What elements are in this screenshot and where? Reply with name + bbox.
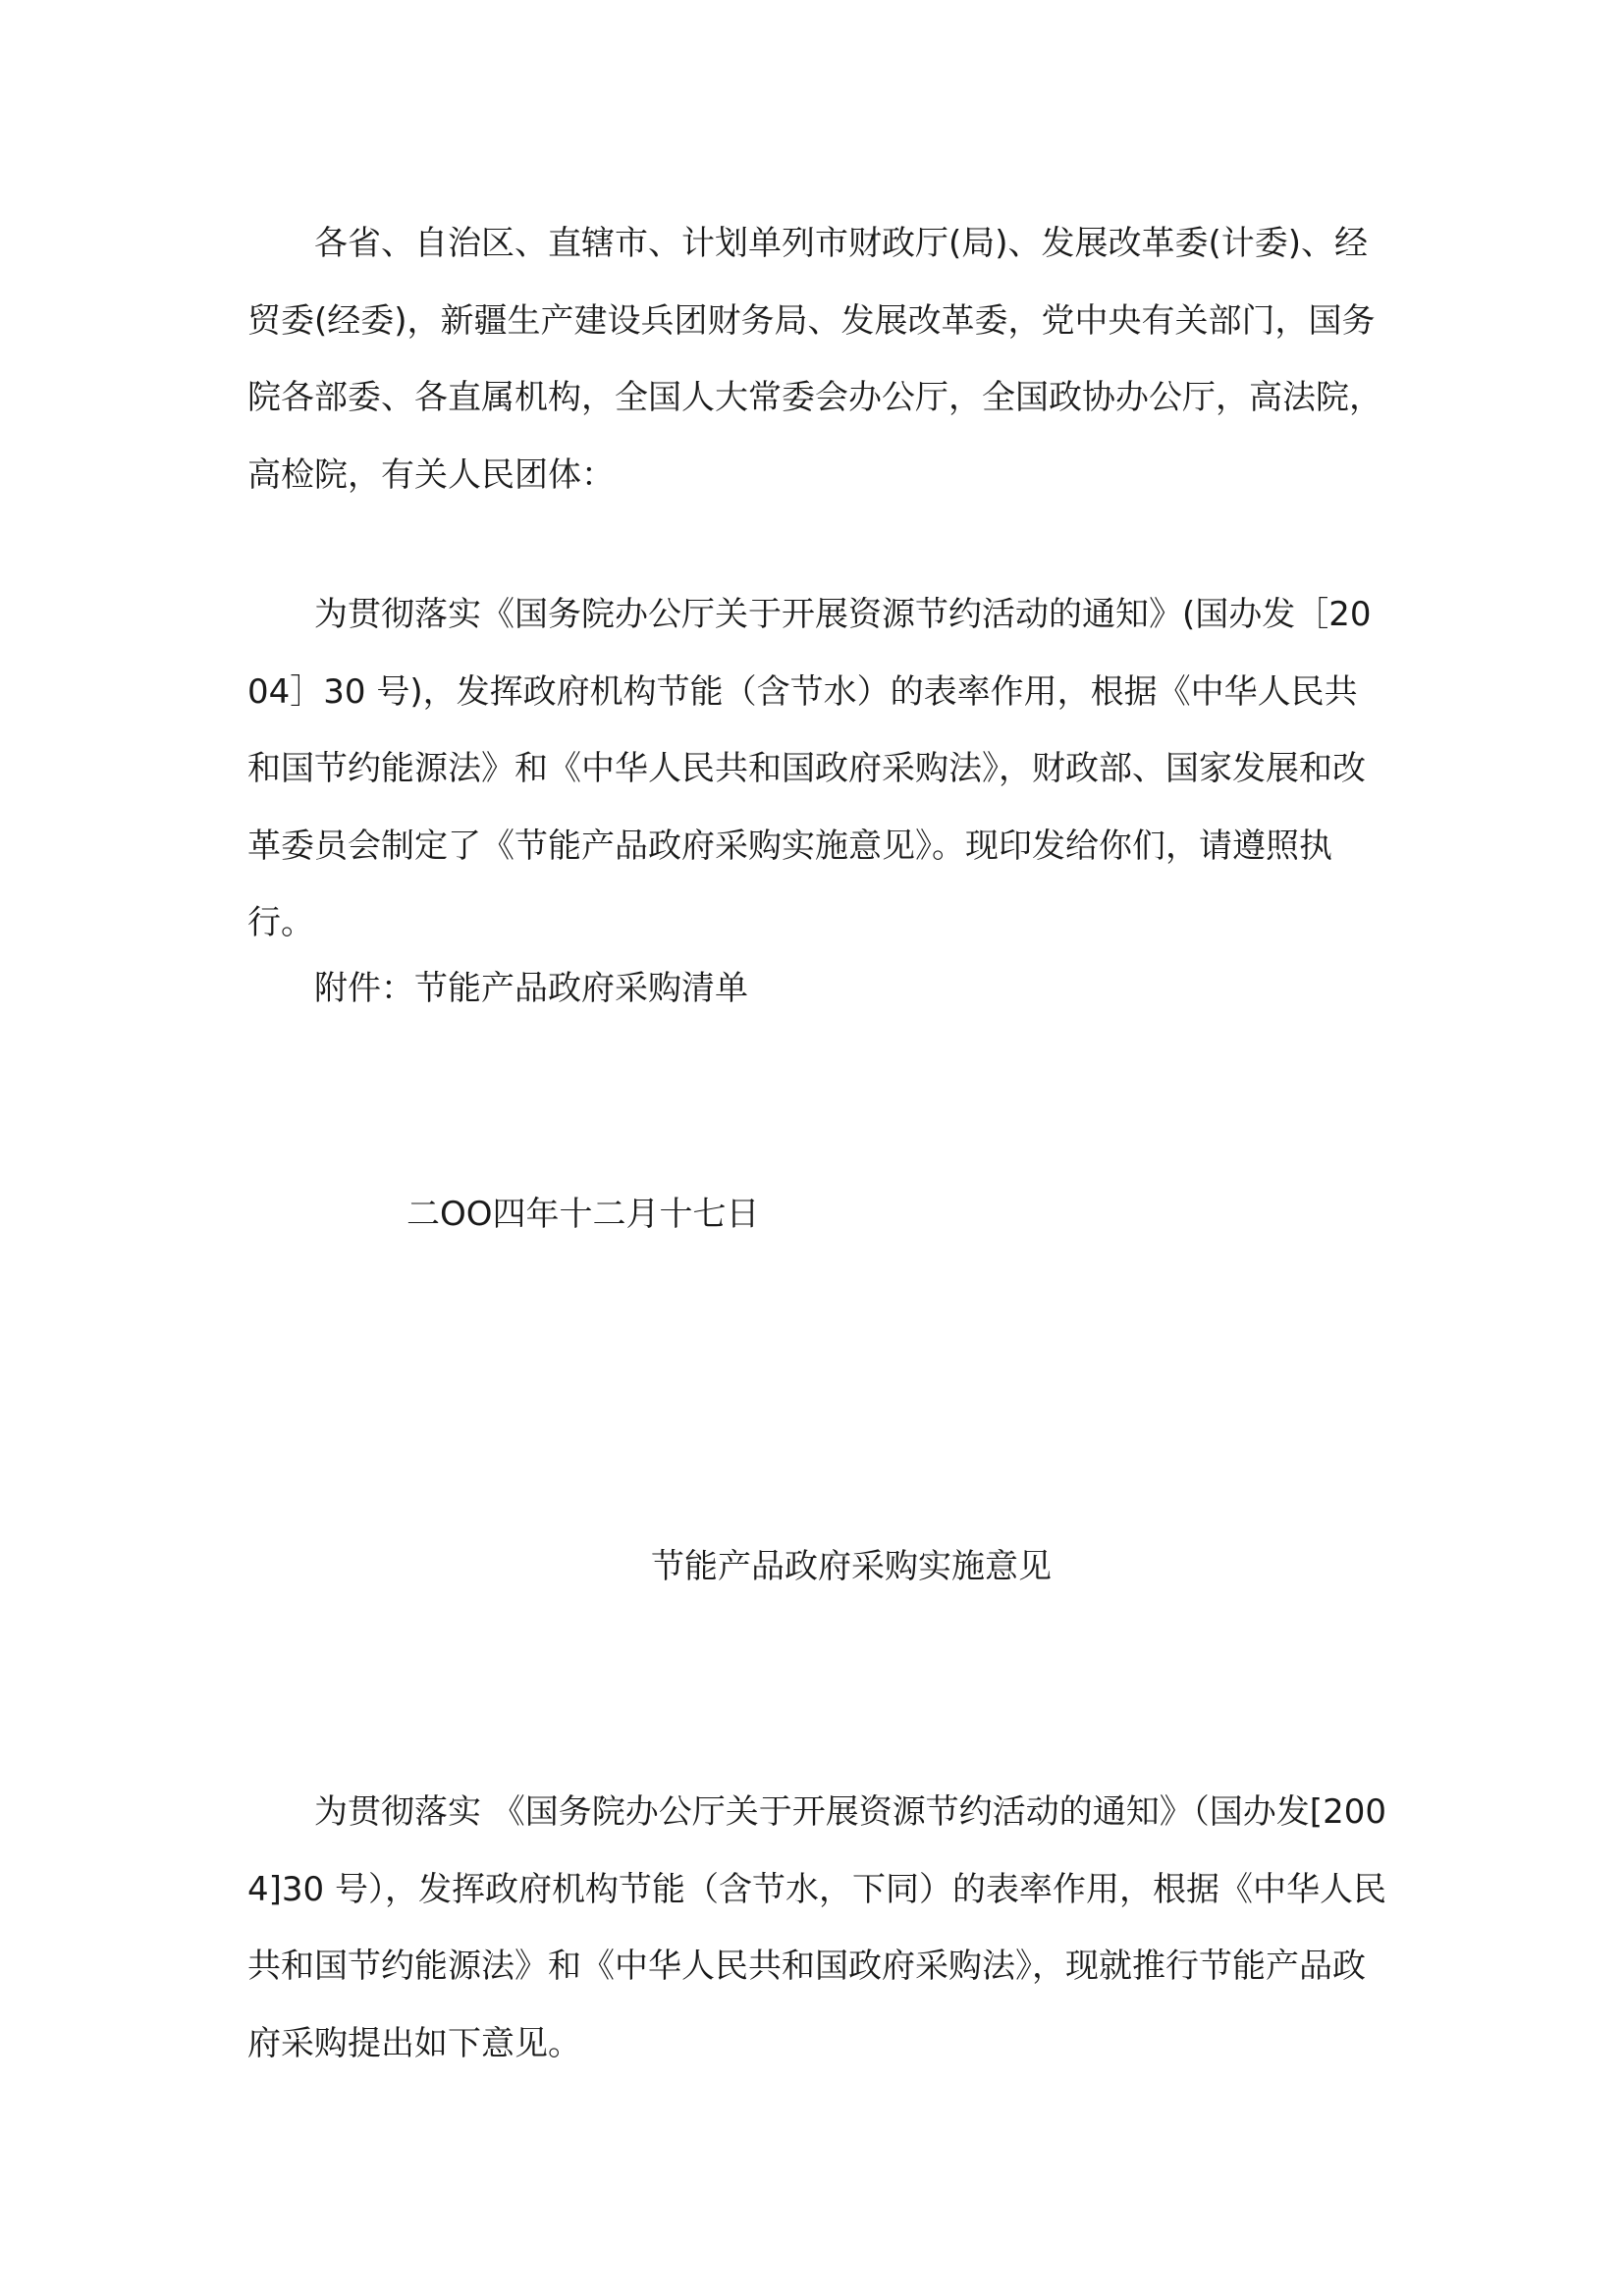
document-title: 节能产品政府采购实施意见 [651, 1547, 1052, 1586]
attachment-line: 附件：节能产品政府采购清单 [314, 969, 748, 1008]
notice-body-paragraph: 为贯彻落实《国务院办公厅关于开展资源节约活动的通知》(国办发［2004］30 号)，发挥政府机构节能（含节水）的表率作用，根据《中华人民共和国节约能源法》和《中华人民共和国政府采购法》，财政部、国家发展和改革委员会制定了《节能产品政府采购实施意见》。现印发给你们，请遵照执行。 [247, 595, 1372, 942]
addressee-paragraph: 各省、自治区、直辖市、计划单列市财政厅(局)、发展改革委(计委)、经贸委(经委)，新疆生产建设兵团财务局、发展改革委，党中央有关部门，国务院各部委、各直属机构，全国人大常委会办公厅，全国政协办公厅，高法院，高检院，有关人民团体： [247, 224, 1382, 495]
issue-date: 二OO四年十二月十七日 [406, 1195, 760, 1234]
opinion-intro-paragraph: 为贯彻落实 《国务院办公厅关于开展资源节约活动的通知》（国办发[2004]30 号），发挥政府机构节能（含节水，下同）的表率作用，根据《中华人民共和国节约能源法》和《中华人民共和国政府采购法》，现就推行节能产品政府采购提出如下意见。 [247, 1792, 1386, 2063]
